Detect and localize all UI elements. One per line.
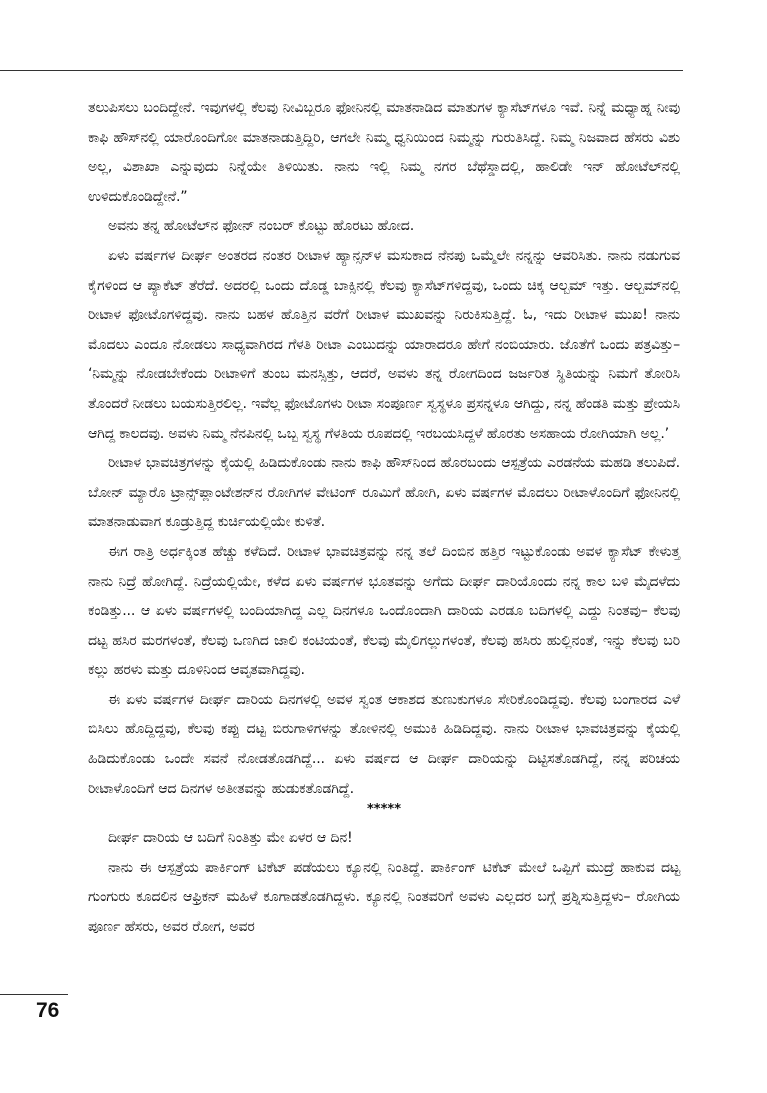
- paragraph: ತಲುಪಿಸಲು ಬಂದಿದ್ದೇನೆ. ಇವುಗಳಲ್ಲಿ ಕೆಲವು ನೀವಿಬ್ಬರೂ ಫೋನಿನಲ್ಲಿ ಮಾತನಾಡಿದ ಮಾತುಗಳ ಕ್ಯಾಸೆಟ್‌ಗಳೂ ಇವೆ. ನಿನ್ನೆ ಮಧ್ಯಾಹ್ನ ನೀವು ಕಾಫಿ ಹೌಸ್‌ನಲ್ಲಿ ಯಾರೊಂದಿಗೋ ಮಾತನಾಡುತ್ತಿದ್ದಿರಿ, ಆಗಲೇ ನಿಮ್ಮ ಧ್ವನಿಯಿಂದ ನಿಮ್ಮನ್ನು ಗುರುತಿಸಿದ್ದೆ. ನಿಮ್ಮ ನಿಜವಾದ ಹೆಸರು ವಿಶು ಅಲ್ಲ, ವಿಶಾಖಾ ಎನ್ನುವುದು ನಿನ್ನೆಯೇ ತಿಳಿಯಿತು. ನಾನು ಇಲ್ಲಿ ನಿಮ್ಮ ನಗರ ಬೆಥೆಸ್ಡಾದಲ್ಲಿ, ಹಾಲಿಡೇ ಇನ್ ಹೋಟೆಲ್‌ನಲ್ಲಿ ಉಳಿದುಕೊಂಡಿದ್ದೇನೆ.”: [88, 100, 680, 205]
- paragraph: ರೀಟಾಳ ಭಾವಚಿತ್ರಗಳನ್ನು ಕೈಯಲ್ಲಿ ಹಿಡಿದುಕೊಂಡು ನಾನು ಕಾಫಿ ಹೌಸ್‌ನಿಂದ ಹೊರಬಂದು ಆಸ್ಪತ್ರೆಯ ಎರಡನೆಯ ಮಹಡಿ ತಲುಪಿದೆ. ಬೋನ್ ಮ್ಯಾರೊ ಟ್ರಾನ್ಸ್‌ಪ್ಲಾಂಟೇಶನ್‌ನ ರೋಗಿಗಳ ವೇಟಿಂಗ್ ರೂಮಿಗೆ ಹೋಗಿ, ಏಳು ವರ್ಷಗಳ ಮೊದಲು ರೀಟಾಳೊಂದಿಗೆ ಫೋನಿನಲ್ಲಿ ಮಾತನಾಡುವಾಗ ಕೂಡ್ರುತ್ತಿದ್ದ ಕುರ್ಚಿಯಲ್ಲಿಯೇ ಕುಳಿತೆ.: [88, 455, 680, 531]
- paragraph: ನಾನು ಈ ಆಸ್ಪತ್ರೆಯ ಪಾರ್ಕಿಂಗ್ ಟಿಕೆಟ್ ಪಡೆಯಲು ಕ್ಯೂನಲ್ಲಿ ನಿಂತಿದ್ದೆ. ಪಾರ್ಕಿಂಗ್ ಟಿಕೆಟ್ ಮೇಲೆ ಒಪ್ಪಿಗೆ ಮುದ್ರೆ ಹಾಕುವ ದಟ್ಟ ಗುಂಗುರು ಕೂದಲಿನ ಆಫ್ರಿಕನ್ ಮಹಿಳೆ ಕೂಗಾಡತೊಡಗಿದ್ದಳು. ಕ್ಯೂನಲ್ಲಿ ನಿಂತವರಿಗೆ ಅವಳು ಎಲ್ಲದರ ಬಗ್ಗೆ ಪ್ರಶ್ನಿಸುತ್ತಿದ್ದಳು– ರೋಗಿಯ ಪೂರ್ಣ ಹೆಸರು, ಅವರ ರೋಗ, ಅವರ: [88, 859, 680, 936]
- paragraph: ಏಳು ವರ್ಷಗಳ ದೀರ್ಘ ಅಂತರದ ನಂತರ ರೀಟಾಳ ಹ್ಯಾನ್ಸನ್‌ಳ ಮಸುಕಾದ ನೆನಪು ಒಮ್ಮೆಲೇ ನನ್ನನ್ನು ಆವರಿಸಿತು. ನಾನು ನಡುಗುವ ಕೈಗಳಿಂದ ಆ ಪ್ಯಾಕೆಟ್ ತೆರೆದೆ. ಅದರಲ್ಲಿ ಒಂದು ದೊಡ್ಡ ಬಾಕ್ಸಿನಲ್ಲಿ ಕೆಲವು ಕ್ಯಾಸೆಟ್‌ಗಳಿದ್ದವು, ಒಂದು ಚಿಕ್ಕ ಆಲ್ಬಮ್ ಇತ್ತು. ಆಲ್ಬಮ್‌ನಲ್ಲಿ ರೀಟಾಳ ಫೋಟೊಗಳಿದ್ದವು. ನಾನು ಬಹಳ ಹೊತ್ತಿನ ವರೆಗೆ ರೀಟಾಳ ಮುಖವನ್ನು ನಿರುಕಿಸುತ್ತಿದ್ದೆ. ಓ, ಇದು ರೀಟಾಳ ಮುಖ! ನಾನು ಮೊದಲು ಎಂದೂ ನೋಡಲು ಸಾಧ್ಯವಾಗಿರದ ಗೆಳತಿ ರೀಟಾ ಎಂಬುದನ್ನು ಯಾರಾದರೂ ಹೇಗೆ ನಂಬಿಯಾರು. ಜೊತೆಗೆ ಒಂದು ಪತ್ರವಿತ್ತು– ‘ನಿಮ್ಮನ್ನು ನೋಡಬೇಕೆಂದು ರೀಟಾಳಿಗೆ ತುಂಬ ಮನಸ್ಸಿತ್ತು, ಆದರೆ, ಅವಳು ತನ್ನ ರೋಗದಿಂದ ಜರ್ಜರಿತ ಸ್ಥಿತಿಯನ್ನು ನಿಮಗೆ ತೋರಿಸಿ ತೊಂದರೆ ನೀಡಲು ಬಯಸುತ್ತಿರಲಿಲ್ಲ. ಇವೆಲ್ಲ ಫೋಟೊಗಳು ರೀಟಾ ಸಂಪೂರ್ಣ ಸ್ವಸ್ಥಳೂ ಪ್ರಸನ್ನಳೂ ಆಗಿದ್ದು, ನನ್ನ ಹೆಂಡತಿ ಮತ್ತು ಪ್ರೇಯಸಿ ಆಗಿದ್ದ ಕಾಲದವು. ಅವಳು ನಿಮ್ಮ ನೆನಪಿನಲ್ಲಿ ಒಬ್ಬ ಸ್ವಸ್ಥ ಗೆಳತಿಯ ರೂಪದಲ್ಲಿ ಇರಬಯಸಿದ್ದಳೆ ಹೊರತು ಅಸಹಾಯ ರೋಗಿಯಾಗಿ ಅಲ್ಲ.’: [88, 247, 680, 442]
- section-separator: *****: [367, 802, 401, 818]
- paragraph: ಅವನು ತನ್ನ ಹೋಟೆಲ್‌ನ ಫೋನ್ ನಂಬರ್ ಕೊಟ್ಟು ಹೊರಟು ಹೋದ.: [108, 218, 415, 235]
- page-number: 76: [36, 999, 60, 1022]
- footer-rule: [0, 994, 68, 995]
- paragraph: ಈಗ ರಾತ್ರಿ ಅರ್ಧಕ್ಕಿಂತ ಹೆಚ್ಚು ಕಳೆದಿದೆ. ರೀಟಾಳ ಭಾವಚಿತ್ರವನ್ನು ನನ್ನ ತಲೆ ದಿಂಬಿನ ಹತ್ತಿರ ಇಟ್ಟುಕೊಂಡು ಅವಳ ಕ್ಯಾಸೆಟ್ ಕೇಳುತ್ತ ನಾನು ನಿದ್ರೆ ಹೋಗಿದ್ದೆ. ನಿದ್ರೆಯಲ್ಲಿಯೇ, ಕಳೆದ ಏಳು ವರ್ಷಗಳ ಭೂತವನ್ನು ಅಗೆದು ದೀರ್ಘ ದಾರಿಯೊಂದು ನನ್ನ ಕಾಲ ಬಳಿ ಮೈದಳೆದು ಕಂಡಿತ್ತು... ಆ ಏಳು ವರ್ಷಗಳಲ್ಲಿ ಬಂದಿಯಾಗಿದ್ದ ಎಲ್ಲ ದಿನಗಳೂ ಒಂದೊಂದಾಗಿ ದಾರಿಯ ಎರಡೂ ಬದಿಗಳಲ್ಲಿ ಎದ್ದು ನಿಂತವು– ಕೆಲವು ದಟ್ಟ ಹಸಿರ ಮರಗಳಂತೆ, ಕೆಲವು ಒಣಗಿದ ಜಾಲಿ ಕಂಟಿಯಂತೆ, ಕೆಲವು ಮೈಲಿಗಲ್ಲುಗಳಂತೆ, ಕೆಲವು ಹಸಿರು ಹುಲ್ಲಿನಂತೆ, ಇನ್ನು ಕೆಲವು ಬರಿ ಕಲ್ಲು ಹರಳು ಮತ್ತು ದೂಳಿನಿಂದ ಆವೃತವಾಗಿದ್ದವು.: [88, 543, 680, 679]
- paragraph: ಈ ಏಳು ವರ್ಷಗಳ ದೀರ್ಘ ದಾರಿಯ ದಿನಗಳಲ್ಲಿ ಅವಳ ಸ್ವಂತ ಆಕಾಶದ ತುಣುಕುಗಳೂ ಸೇರಿಕೊಂಡಿದ್ದವು. ಕೆಲವು ಬಂಗಾರದ ಎಳೆ ಬಿಸಿಲು ಹೊದ್ದಿದ್ದವು, ಕೆಲವು ಕಪ್ಪು ದಟ್ಟ ಬಿರುಗಾಳಿಗಳನ್ನು ತೋಳಿನಲ್ಲಿ ಅಮುಕಿ ಹಿಡಿದಿದ್ದವು. ನಾನು ರೀಟಾಳ ಭಾವಚಿತ್ರವನ್ನು ಕೈಯಲ್ಲಿ ಹಿಡಿದುಕೊಂಡು ಒಂದೇ ಸವನೆ ನೋಡತೊಡಗಿದ್ದೆ... ಏಳು ವರ್ಷದ ಆ ದೀರ್ಘ ದಾರಿಯನ್ನು ದಿಟ್ಟಿಸತೊಡಗಿದ್ದೆ, ನನ್ನ ಪರಿಚಯ ರೀಟಾಳೊಂದಿಗೆ ಆದ ದಿನಗಳ ಅತೀತವನ್ನು ಹುಡುಕತೊಡಗಿದ್ದೆ.: [88, 691, 680, 797]
- header-rule: [0, 70, 683, 71]
- paragraph: ದೀರ್ಘ ದಾರಿಯ ಆ ಬದಿಗೆ ನಿಂತಿತ್ತು ಮೇ ಏಳರ ಆ ದಿನ!: [108, 830, 353, 847]
- body-text: [88, 94, 680, 943]
